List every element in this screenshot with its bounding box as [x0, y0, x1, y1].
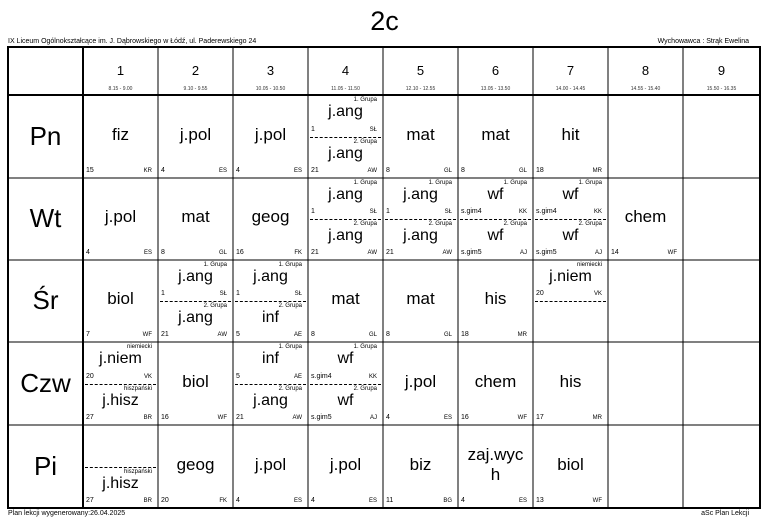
teacher-code: GL	[368, 332, 377, 338]
day-label: Czw	[20, 367, 71, 398]
group-label: 2. Grupa	[428, 221, 452, 227]
teacher-code: ES	[368, 498, 377, 504]
period-time: 10.05 - 10.50	[255, 86, 286, 92]
room-number: 21	[311, 167, 319, 174]
teacher-code: AW	[367, 250, 377, 256]
room-number: 8	[386, 331, 390, 338]
teacher-code: AW	[292, 415, 302, 421]
teacher-code: ES	[293, 168, 302, 174]
class-teacher: Wychowawca : Strąk Ewelina	[657, 38, 749, 45]
period-number: 6	[491, 63, 500, 78]
period-number: 4	[341, 63, 350, 78]
period-number: 9	[717, 63, 726, 78]
group-label: 2. Grupa	[578, 221, 602, 227]
subject-name: h	[490, 464, 501, 484]
room-number: 4	[161, 167, 165, 174]
group-label: 2. Grupa	[353, 385, 377, 392]
subject-name: mat	[406, 289, 435, 308]
group-label: hiszpański	[123, 385, 152, 392]
teacher-code: MR	[517, 332, 527, 338]
group-label: 1. Grupa	[203, 262, 227, 268]
subject-name: mat	[406, 124, 435, 144]
subject-name: j.pol	[329, 454, 362, 474]
teacher-code: KK	[368, 373, 377, 380]
subject-name: wf	[487, 186, 504, 203]
subject-name: wf	[487, 227, 504, 244]
room-number: 16	[236, 249, 244, 256]
room-number: 1	[311, 208, 315, 215]
room-number: 20	[161, 497, 169, 504]
subject-name: inf	[262, 309, 279, 326]
teacher-code: SŁ	[294, 291, 302, 297]
subject-name: j.pol	[254, 454, 287, 474]
teacher-code: MR	[592, 168, 602, 174]
subject-name: j.ang	[403, 186, 438, 203]
teacher-code: WF	[142, 332, 152, 338]
subject-name: wf	[337, 350, 354, 367]
teacher-code: GL	[218, 250, 227, 256]
teacher-code: AE	[293, 332, 302, 338]
teacher-code: SŁ	[369, 126, 377, 133]
room-number: 18	[461, 331, 469, 338]
subject-name: biol	[182, 371, 209, 391]
group-label: 1. Grupa	[578, 180, 602, 186]
teacher-code: BG	[443, 498, 452, 504]
teacher-code: WF	[667, 250, 677, 256]
subject-name: j.ang	[328, 227, 363, 244]
day-label: Pi	[33, 450, 58, 481]
group-label: 1. Grupa	[353, 180, 377, 186]
group-divider	[235, 384, 306, 385]
group-label: 1. Grupa	[278, 262, 302, 268]
room-number: 1	[311, 125, 315, 133]
group-divider	[310, 384, 381, 385]
teacher-code: GL	[443, 168, 452, 174]
group-divider	[160, 301, 231, 302]
room-number: s.gim5	[311, 414, 332, 421]
room-number: s.gim4	[461, 208, 482, 215]
group-label: 2. Grupa	[203, 303, 227, 309]
day-label: Śr	[32, 285, 59, 315]
school-name: IX Liceum Ogólnokształcące im. J. Dąbrowskiego w Łódź, ul. Paderewskiego 24	[8, 38, 257, 45]
period-time: 11.05 - 11.50	[331, 86, 360, 92]
period-time: 13.05 - 13.50	[480, 86, 511, 92]
group-label: 2. Grupa	[278, 385, 302, 392]
period-time: 15.50 - 16.35	[706, 86, 737, 92]
subject-name: geog	[251, 207, 290, 226]
subject-name: j.hisz	[102, 391, 139, 409]
subject-name: mat	[181, 207, 210, 226]
teacher-code: AW	[367, 168, 377, 174]
subject-name: biol	[107, 289, 134, 308]
period-number: 8	[641, 63, 650, 78]
subject-name: wf	[562, 227, 579, 244]
room-number: 11	[386, 497, 394, 504]
subject-name: inf	[262, 350, 279, 367]
room-number: 4	[86, 249, 90, 256]
subject-name: j.niem	[549, 268, 592, 285]
room-number: 4	[311, 497, 315, 504]
teacher-code: GL	[443, 332, 452, 338]
teacher-code: SŁ	[369, 209, 377, 215]
teacher-code: WF	[517, 415, 527, 421]
period-time: 12.10 - 12.55	[405, 86, 436, 92]
period-number: 5	[416, 63, 425, 78]
teacher-code: AJ	[519, 250, 527, 256]
teacher-code: AW	[217, 332, 227, 338]
room-number: 8	[461, 167, 465, 174]
subject-name: j.ang	[178, 268, 213, 285]
subject-name: j.ang	[328, 103, 363, 120]
timetable-title: 2c	[370, 6, 399, 36]
teacher-code: WF	[592, 498, 602, 504]
room-number: s.gim5	[461, 249, 482, 256]
period-number: 2	[191, 63, 200, 78]
subject-name: wf	[337, 391, 354, 409]
subject-name: j.pol	[104, 207, 137, 226]
room-number: 1	[161, 290, 165, 297]
subject-name: j.pol	[404, 371, 437, 391]
room-number: 17	[536, 414, 544, 421]
period-number: 7	[566, 63, 575, 78]
period-time: 8.15 - 9.00	[108, 86, 133, 92]
teacher-code: KK	[593, 209, 602, 215]
subject-name: j.ang	[178, 309, 213, 326]
subject-name: mat	[481, 124, 510, 144]
teacher-code: FK	[219, 498, 227, 504]
room-number: 5	[236, 372, 240, 380]
subject-name: geog	[176, 454, 215, 474]
room-number: 21	[161, 331, 169, 338]
teacher-code: KK	[518, 209, 527, 215]
room-number: 18	[536, 167, 544, 174]
period-number: 3	[266, 63, 275, 78]
teacher-code: VK	[143, 373, 152, 380]
room-number: s.gim4	[311, 372, 332, 380]
subject-name: his	[559, 371, 582, 391]
teacher-code: GL	[518, 168, 527, 174]
group-divider	[385, 219, 456, 220]
room-number: s.gim5	[536, 249, 557, 256]
teacher-code: ES	[518, 498, 527, 504]
subject-name: j.hisz	[102, 474, 139, 492]
subject-name: hit	[561, 124, 580, 144]
group-divider	[535, 301, 606, 302]
room-number: 21	[236, 414, 244, 421]
teacher-code: AJ	[369, 415, 377, 421]
room-number: 1	[236, 290, 240, 297]
room-number: 4	[386, 414, 390, 421]
room-number: 15	[86, 167, 94, 174]
subject-name: mat	[331, 289, 360, 308]
subject-name: j.pol	[254, 124, 287, 144]
room-number: 16	[461, 414, 469, 421]
subject-name: chem	[474, 371, 517, 391]
group-label: niemiecki	[126, 344, 152, 350]
teacher-code: AW	[442, 250, 452, 256]
room-number: 27	[86, 414, 94, 421]
teacher-code: SŁ	[444, 209, 452, 215]
group-label: 1. Grupa	[503, 180, 527, 186]
subject-name: wf	[562, 186, 579, 203]
teacher-code: AJ	[594, 250, 602, 256]
room-number: 4	[236, 497, 240, 504]
group-divider	[310, 219, 381, 220]
teacher-code: FK	[294, 250, 302, 256]
app-credit: aSc Plan Lekcji	[701, 510, 749, 517]
room-number: 27	[86, 497, 94, 504]
room-number: 21	[386, 249, 394, 256]
group-label: 2. Grupa	[353, 138, 377, 145]
group-label: 2. Grupa	[503, 221, 527, 227]
room-number: 4	[461, 497, 465, 504]
group-label: 1. Grupa	[353, 97, 377, 103]
teacher-code: ES	[443, 415, 452, 421]
teacher-code: WF	[217, 415, 227, 421]
grid-border	[8, 47, 760, 508]
group-divider	[535, 219, 606, 220]
subject-name: j.ang	[253, 268, 288, 285]
group-divider	[235, 301, 306, 302]
group-divider	[310, 137, 381, 138]
group-divider	[85, 384, 156, 385]
teacher-code: SŁ	[219, 291, 227, 297]
subject-name: zaj.wyc	[467, 444, 524, 464]
subject-name: j.pol	[179, 124, 212, 144]
room-number: 20	[536, 290, 544, 297]
generated-date: Plan lekcji wygenerowany:26.04.2025	[8, 510, 126, 517]
subject-name: j.ang	[328, 144, 363, 162]
subject-name: biol	[557, 454, 584, 474]
subject-name: j.ang	[403, 227, 438, 244]
subject-name: fiz	[112, 124, 129, 144]
room-number: 16	[161, 414, 169, 421]
room-number: 8	[311, 331, 315, 338]
teacher-code: ES	[143, 250, 152, 256]
room-number: 8	[386, 167, 390, 174]
subject-name: biz	[409, 454, 432, 474]
room-number: 14	[611, 249, 619, 256]
period-time: 14.00 - 14.45	[555, 86, 586, 92]
room-number: 20	[86, 372, 94, 380]
group-label: hiszpański	[123, 468, 152, 475]
room-number: 5	[236, 331, 240, 338]
subject-name: his	[484, 289, 507, 308]
group-label: niemiecki	[576, 262, 602, 268]
room-number: 7	[86, 331, 90, 338]
subject-name: j.ang	[253, 391, 288, 409]
teacher-code: KR	[143, 168, 152, 174]
group-label: 2. Grupa	[353, 221, 377, 227]
subject-name: chem	[624, 207, 667, 226]
group-label: 1. Grupa	[278, 344, 302, 350]
subject-name: j.niem	[99, 350, 142, 367]
teacher-code: VK	[593, 291, 602, 297]
teacher-code: AE	[293, 373, 302, 380]
room-number: s.gim4	[536, 208, 557, 215]
day-label: Pn	[29, 120, 62, 151]
group-divider	[85, 467, 156, 468]
teacher-code: MR	[592, 415, 602, 421]
group-label: 1. Grupa	[428, 180, 452, 186]
subject-name: j.ang	[328, 186, 363, 203]
period-time: 14.55 - 15.40	[630, 86, 661, 92]
group-label: 1. Grupa	[353, 344, 377, 350]
teacher-code: ES	[293, 498, 302, 504]
day-label: Wt	[29, 203, 62, 233]
group-label: 2. Grupa	[278, 303, 302, 309]
room-number: 4	[236, 167, 240, 174]
teacher-code: ES	[218, 168, 227, 174]
room-number: 8	[161, 249, 165, 256]
teacher-code: BR	[143, 498, 152, 504]
period-time: 9.10 - 9.55	[183, 86, 208, 92]
teacher-code: BR	[143, 415, 152, 421]
group-divider	[460, 219, 531, 220]
room-number: 13	[536, 497, 544, 504]
room-number: 21	[311, 249, 319, 256]
room-number: 1	[386, 208, 390, 215]
period-number: 1	[116, 63, 125, 78]
